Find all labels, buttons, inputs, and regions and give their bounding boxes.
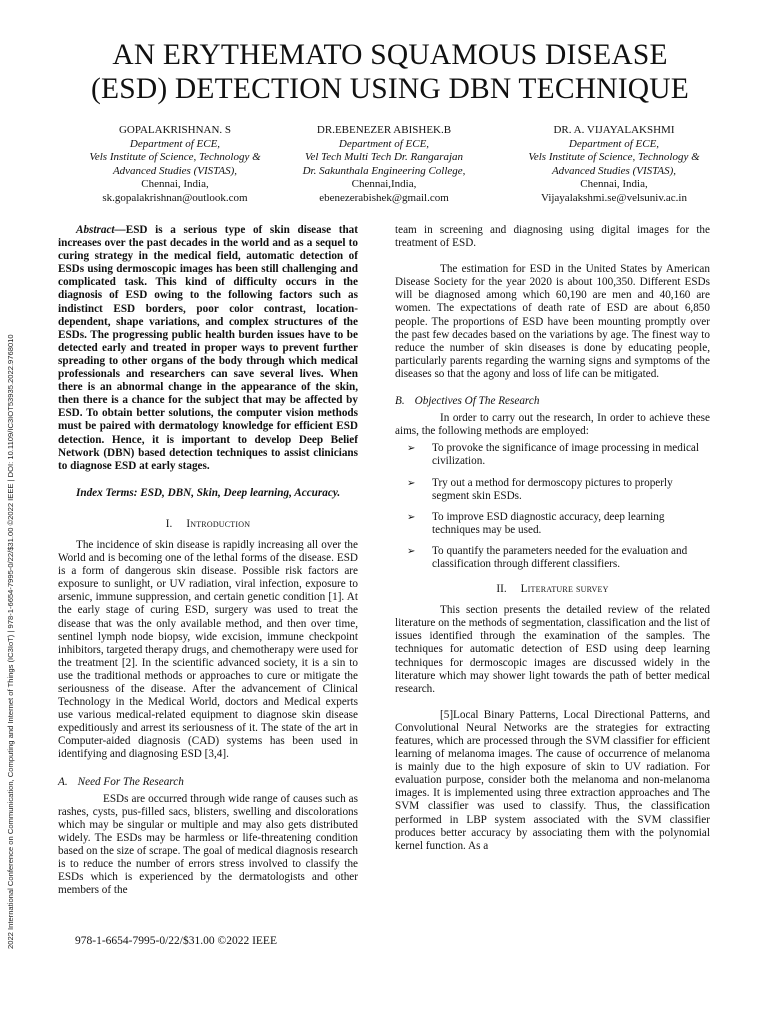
author-name: DR. A. VIJAYALAKSHMI	[553, 124, 675, 136]
abstract-lead: Abstract—	[76, 224, 126, 236]
continued-paragraph: team in screening and diagnosing using digital images for the treatment of ESD.	[395, 224, 710, 250]
objectives-list	[395, 442, 710, 571]
list-item: ➢ To improve ESD diagnostic accuracy, deep learning techniques may be used.	[407, 510, 665, 536]
list-item: ➢ Try out a method for dermoscopy pictures to properly segment skin ESDs.	[407, 476, 673, 502]
author-inst: Advanced Studies (VISTAS),	[112, 164, 238, 177]
conference-doi-band: 2022 International Conference on Communication, Computing and Internet of Things (IC3IoT) | 978-1-6654-7995-0/22/$31.00 ©2022 IEEE | DOI: 10.1109/IC3IOT53935.2022.9768010	[6, 334, 15, 949]
index-terms: Index Terms: ESD, DBN, Skin, Deep learning, Accuracy.	[76, 486, 341, 499]
introduction-paragraph: The incidence of skin disease is rapidly increasing all over the World and is becoming one of the lethal forms of the disease. ESD is a form of dangerous skin disease. Possible risk factors are exposure to sunlight, or UV radiation, viral infection, exposure to arsenic, immune suppression, and certain genetic condition [1]. At the early stage of curing ESD, surgery was used to treat the disease that was the only available method, and then over time, sentinel lymph node biopsy, wide excision, immune checkpoint inhibitors, targeted therapy drugs, and chemotherapy were used for the treatment [2]. In the scientific advanced society, it is a sin to use the traditional methods or approaches to cure or mitigate the seriousness of the disease. After the advancement of Clinical Technology in the Medical World, doctors and Medical experts use various medical-related equipment to diagnose skin disease expeditiously and arrest its seriousness of it. The state of the art in Computer-aided diagnosis (CAD) systems has been used in identifying and diagnosing ESD [3,4].	[58, 538, 358, 761]
author-email[interactable]: Vijayalakshmi.se@velsuniv.ac.in	[541, 191, 687, 204]
author-inst: Dr. Sakunthala Engineering College,	[302, 164, 466, 177]
list-item: ➢ To quantify the parameters needed for the evaluation and classification through different classifiers.	[407, 544, 688, 570]
section-heading-literature	[395, 583, 710, 596]
literature-paragraph-1: This section presents the detailed review of the related literature on the methods of segmentation, classification and the list of issues identified through the examination of the samples. The techniques for automatic detection of ESD using deep learning techniques for dermoscopic images are discussed widely in the literature which may shower light towards the path of better medical research.	[395, 604, 710, 695]
title-line-2: (ESD) DETECTION USING DBN TECHNIQUE	[90, 73, 690, 105]
author-inst: Vel Tech Multi Tech Dr. Rangarajan	[304, 151, 464, 163]
paper-title	[40, 38, 740, 106]
section-number: I.	[165, 517, 173, 530]
arrow-bullet-icon: ➢	[407, 443, 416, 455]
need-paragraph: ESDs are occurred through wide range of causes such as rashes, cysts, pus-filled sacs, blisters, swelling and discolorations which may be singular or multiple and may also gets distributed widely. The ESDs may be harmless or life-threatening condition based on the size of scrape. The goal of medical diagnosis research is to reduce the number of errors stress involved to classify the ESDs which is experienced by the dermatologists and other members of the	[58, 792, 358, 897]
author-dept: Department of ECE,	[129, 137, 221, 150]
literature-paragraph-2: [5]Local Binary Patterns, Local Directional Patterns, and Convolutional Neural Networks are the strategies for extracting features, which are processed through the SVM classifier for efficient learning of melanoma images. The cause of occurrence of melanoma is mainly due to the high exposure of skin to UV radiation. For evaluation purpose, consider both the melanoma and non-melanoma images. It is implemented using three extraction approaches and The SVM classifier was used to classify. Thus, the classification performed in LBP system associated with the SVM classifier produces better accuracy by associating them with the polynomial kernel function. As a	[395, 708, 710, 852]
author-block-2	[284, 124, 484, 205]
subsection-letter: A.	[58, 775, 68, 788]
section-title: Introduction	[186, 517, 251, 530]
arrow-bullet-icon: ➢	[407, 545, 416, 557]
author-email[interactable]: sk.gopalakrishnan@outlook.com	[102, 191, 248, 204]
subsection-heading-objectives	[395, 395, 710, 408]
section-title: Literature survey	[520, 583, 609, 596]
author-name: GOPALAKRISHNAN. S	[118, 124, 232, 136]
subsection-title: Objectives Of The Research	[414, 395, 540, 408]
author-inst: Vels Institute of Science, Technology &	[528, 151, 700, 163]
section-number: II.	[496, 583, 507, 596]
copyright-footer: 978-1-6654-7995-0/22/$31.00 ©2022 IEEE	[75, 935, 277, 947]
objectives-intro: In order to carry out the research, In order to achieve these aims, the following methods are employed:	[395, 412, 710, 438]
section-heading-introduction	[58, 518, 358, 531]
author-city: Chennai, India,	[141, 178, 209, 190]
right-column	[395, 224, 710, 853]
subsection-title: Need For The Research	[77, 775, 184, 788]
abstract-text: ESD is a serious type of skin disease that increases over the past decades in the world and as a sequel to curing strategy in the medical field, automatic detection of ESDs using dermoscopic images has been still challenging and complicated task. This kind of difficulty occurs in the diagnosis of ESD owing to the following factors such as indistinct ESD borders, poor color contrast, location-dependent, shape variations, and complex structures of the ESDs. The progressing public health burden issues have to be detected early and treated in proper ways to prevent further spreading to other organs of the body through which medical professionals and researchers can save several lives. When there is an abnormal change in the appearance of the skin, then there is a chance for the subject that may be affected by ESD. To obtain better solutions, the computer vision methods must be paired with dermatology knowledge for efficient ESD detection. Hence, it is important to develop Deep Belief Network (DBN) based detection techniques to assist clinicians to diagnose ESD at early stages.	[58, 224, 358, 472]
author-dept: Department of ECE,	[568, 137, 660, 150]
arrow-bullet-icon: ➢	[407, 477, 416, 489]
estimation-paragraph: The estimation for ESD in the United States by American Disease Society for the year 2020 is about 100,350. Different ESDs will be diagnosed among which 60,190 are men and 40,160 are women. The expectations of death rate of ESD are about 6,850 people. The proportions of ESD have been mounting promptly over the past few decades based on the variations by age. The finest way to reduce the number of skin diseases is done by educating people, particularly parents regarding the warning signs and symptoms of the diseases so that the agony and loss of life can be mitigated.	[395, 263, 710, 380]
author-dept: Department of ECE,	[338, 137, 430, 150]
subsection-heading-need	[58, 776, 358, 789]
title-line-1: AN ERYTHEMATO SQUAMOUS DISEASE	[112, 39, 668, 71]
subsection-letter: B.	[395, 395, 405, 408]
author-city: Chennai, India,	[580, 178, 648, 190]
author-name: DR.EBENEZER ABISHEK.B	[316, 124, 452, 136]
author-inst: Vels Institute of Science, Technology &	[89, 151, 261, 163]
author-block-1	[75, 124, 275, 205]
author-city: Chennai,India,	[351, 178, 417, 190]
abstract	[58, 224, 358, 473]
author-block-3	[514, 124, 714, 205]
left-column	[58, 224, 358, 897]
list-item: ➢ To provoke the significance of image processing in medical civilization.	[407, 442, 700, 468]
author-email[interactable]: ebenezerabishek@gmail.com	[319, 191, 449, 204]
arrow-bullet-icon: ➢	[407, 511, 416, 523]
author-inst: Advanced Studies (VISTAS),	[551, 164, 677, 177]
